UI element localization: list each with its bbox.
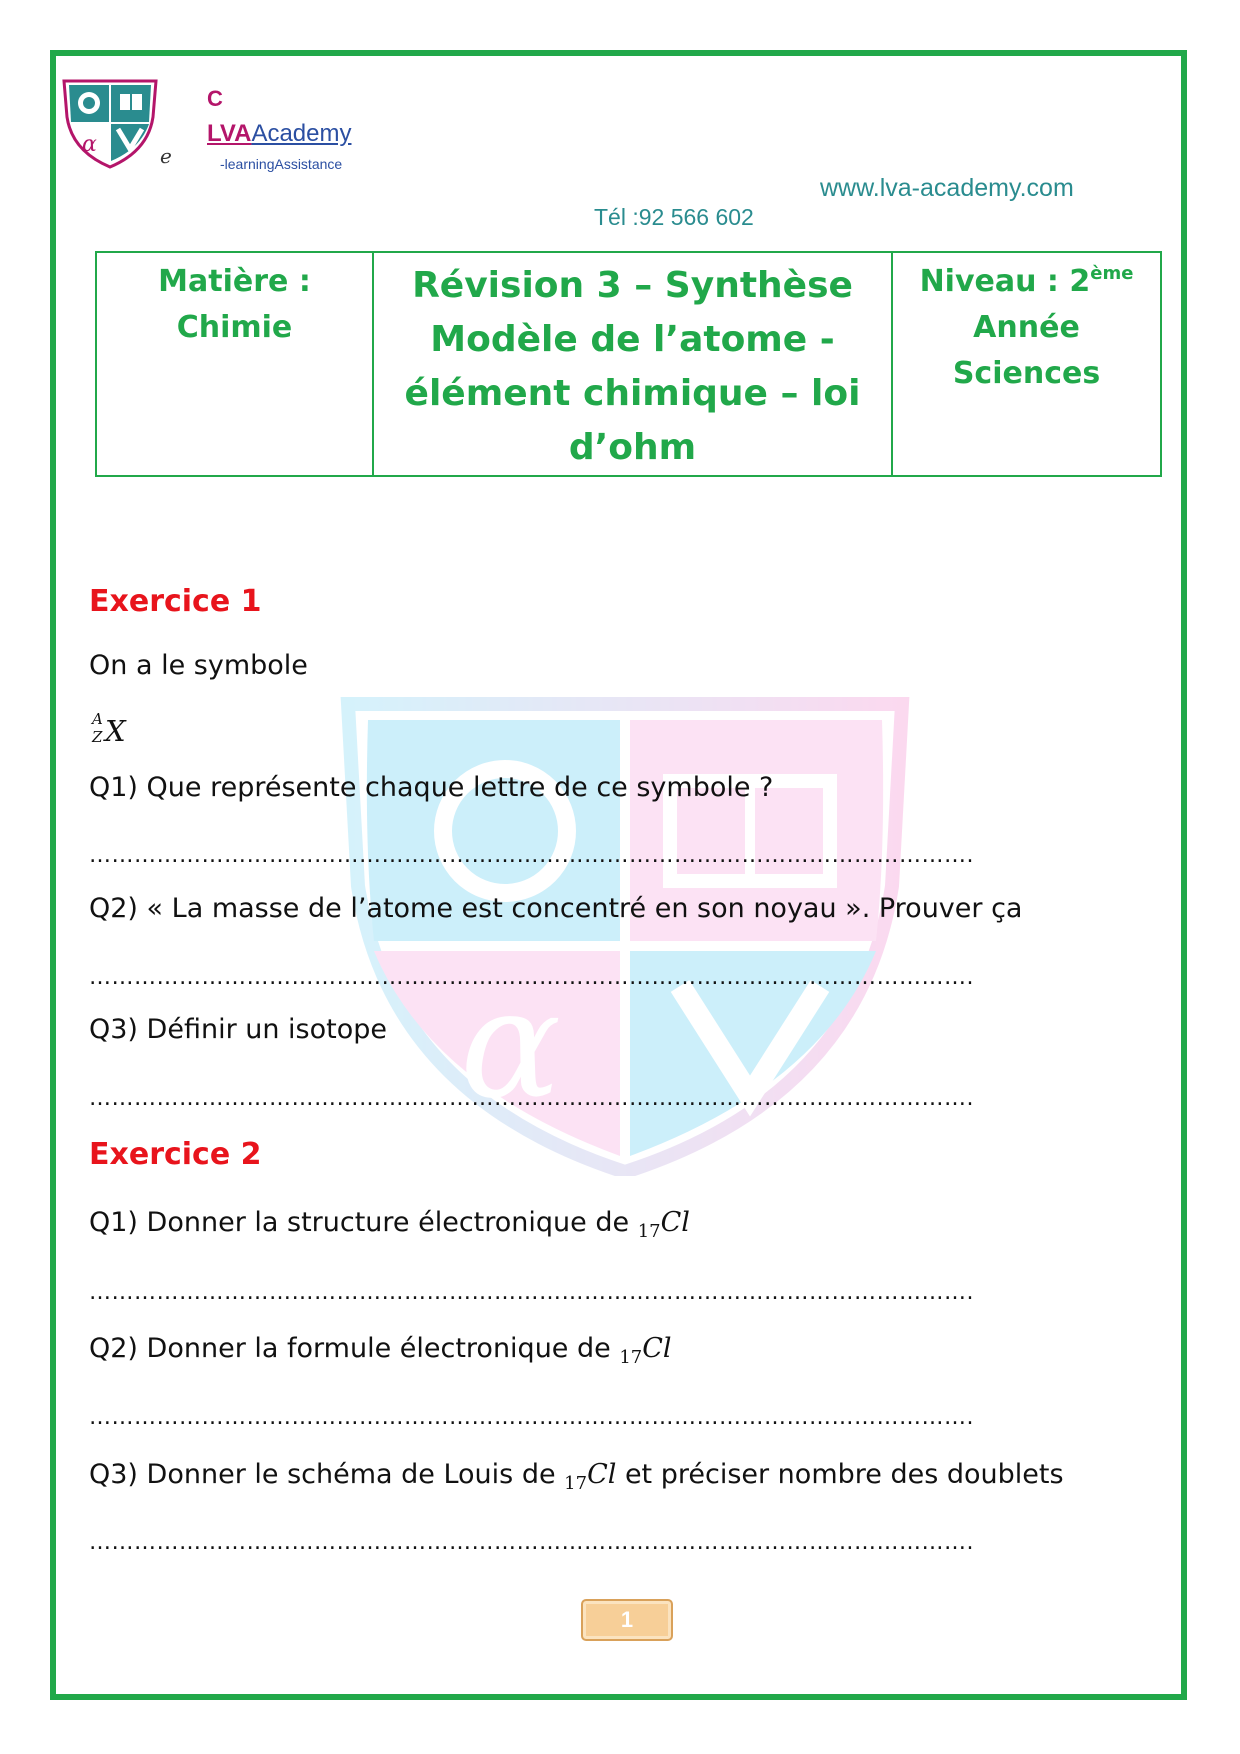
exercise-1-q3: Q3) Définir un isotope bbox=[89, 1014, 388, 1045]
phone-number: Tél :92 566 602 bbox=[594, 204, 754, 230]
answer-line-1[interactable]: ………………………………………………………………………………………………………. bbox=[89, 843, 974, 868]
exercise-2-title: Exercice 2 bbox=[89, 1137, 262, 1172]
logo-c-letter: C bbox=[207, 86, 223, 111]
level-superscript: ème bbox=[1090, 263, 1134, 284]
title-line-2: Modèle de l’atome - bbox=[430, 319, 835, 360]
answer-line-2[interactable]: ………………………………………………………………………………………………………. bbox=[89, 965, 974, 990]
exercise-1-q1: Q1) Que représente chaque lettre de ce symbole ? bbox=[89, 772, 774, 803]
page-number-badge: 1 bbox=[581, 1599, 673, 1641]
svg-text:α: α bbox=[82, 132, 97, 157]
exercise-2-q3-suffix: et préciser nombre des doublets bbox=[616, 1459, 1064, 1490]
chlorine-atomic-number: 17 bbox=[619, 1347, 643, 1368]
mass-number-a: A bbox=[92, 710, 103, 728]
element-x: X bbox=[105, 714, 126, 748]
course-info-table bbox=[95, 251, 1162, 477]
atomic-number-z: Z bbox=[92, 728, 103, 746]
lva-shield-logo bbox=[60, 77, 160, 171]
level-cell bbox=[892, 252, 1161, 476]
answer-line-3[interactable]: ………………………………………………………………………………………………………. bbox=[89, 1086, 974, 1111]
subject-value: Chimie bbox=[176, 310, 293, 345]
answer-line-6[interactable]: ………………………………………………………………………………………………………. bbox=[89, 1530, 974, 1555]
chlorine-symbol: Cl bbox=[642, 1333, 672, 1364]
level-line-1 bbox=[893, 259, 1160, 305]
title-line-3: élément chimique – loi bbox=[404, 373, 861, 414]
exercise-2-q2-text: Q2) Donner la formule électronique de bbox=[89, 1333, 620, 1364]
level-prefix: Niveau : 2 bbox=[919, 264, 1091, 299]
logo-e-letter: e bbox=[160, 144, 172, 168]
level-line-3: Sciences bbox=[952, 356, 1101, 391]
brand-part-lva: LVA bbox=[207, 120, 252, 147]
exercise-2-q3-text: Q3) Donner le schéma de Louis de bbox=[89, 1459, 565, 1490]
svg-text:α: α bbox=[460, 958, 562, 1132]
answer-line-5[interactable]: ………………………………………………………………………………………………………. bbox=[89, 1405, 974, 1430]
chlorine-atomic-number: 17 bbox=[637, 1221, 661, 1242]
exercise-1-title: Exercice 1 bbox=[89, 584, 262, 619]
exercise-2-q1-text: Q1) Donner la structure électronique de bbox=[89, 1207, 638, 1238]
exercise-2-q2 bbox=[89, 1333, 672, 1368]
exercise-1-q2: Q2) « La masse de l’atome est concentré en son noyau ». Prouver ça bbox=[89, 893, 1023, 924]
answer-line-4[interactable]: ………………………………………………………………………………………………………. bbox=[89, 1280, 974, 1305]
exercise-2-q1 bbox=[89, 1207, 690, 1242]
nuclide-symbol bbox=[89, 710, 149, 750]
chlorine-symbol: Cl bbox=[660, 1207, 690, 1238]
brand-name bbox=[207, 120, 351, 148]
title-line-4: d’ohm bbox=[568, 427, 697, 468]
subject-cell bbox=[96, 252, 373, 476]
level-line-2: Année bbox=[973, 310, 1080, 345]
brand-tagline: -learningAssistance bbox=[220, 156, 343, 172]
chlorine-symbol: Cl bbox=[587, 1459, 617, 1490]
title-cell bbox=[373, 252, 892, 476]
exercise-2-q3 bbox=[89, 1459, 1064, 1494]
exercise-1-intro: On a le symbole bbox=[89, 650, 308, 681]
brand-part-academy: Academy bbox=[251, 120, 352, 147]
website-link[interactable]: www.lva-academy.com bbox=[820, 174, 1074, 202]
title-line-1: Révision 3 – Synthèse bbox=[412, 265, 853, 306]
subject-label: Matière : bbox=[158, 264, 311, 299]
chlorine-atomic-number: 17 bbox=[564, 1473, 588, 1494]
